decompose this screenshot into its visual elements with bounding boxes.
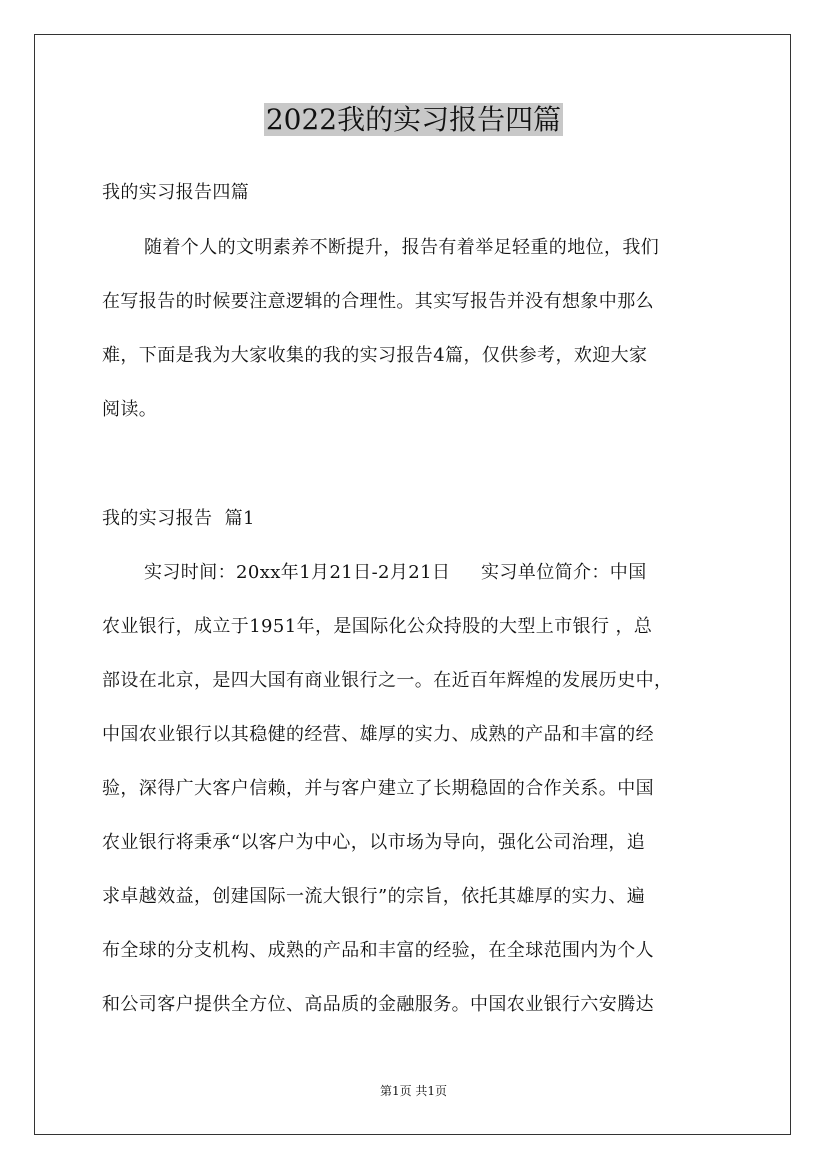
body-line: 实习时间：20xx年1月21日-2月21日 实习单位简介：中国	[144, 562, 647, 583]
body-line: 布全球的分支机构、成熟的产品和丰富的经验，在全球范围内为个人	[102, 940, 654, 961]
section-heading: 我的实习报告 篇1	[102, 508, 255, 529]
intro-line: 难，下面是我为大家收集的我的实习报告4篇，仅供参考，欢迎大家	[102, 345, 648, 366]
intro-line: 阅读。	[102, 399, 158, 420]
intro-line: 随着个人的文明素养不断提升，报告有着举足轻重的地位，我们	[144, 237, 660, 258]
body-line: 中国农业银行以其稳健的经营、雄厚的实力、成熟的产品和丰富的经	[102, 724, 654, 745]
body-line: 和公司客户提供全方位、高品质的金融服务。中国农业银行六安腾达	[102, 994, 654, 1015]
document-subtitle: 我的实习报告四篇	[102, 182, 250, 203]
intro-line: 在写报告的时候要注意逻辑的合理性。其实写报告并没有想象中那么	[102, 291, 654, 312]
body-line: 验，深得广大客户信赖，并与客户建立了长期稳固的合作关系。中国	[102, 778, 654, 799]
page-footer: 第1页 共1页	[379, 1084, 448, 1098]
body-line: 求卓越效益，创建国际一流大银行”的宗旨，依托其雄厚的实力、遍	[102, 886, 646, 907]
body-line: 部设在北京，是四大国有商业银行之一。在近百年辉煌的发展历史中，	[102, 670, 673, 691]
body-line: 农业银行将秉承“以客户为中心，以市场为导向，强化公司治理，追	[102, 832, 646, 853]
document-title	[0, 100, 827, 140]
body-line: 农业银行，成立于1951年，是国际化公众持股的大型上市银行 ，总	[102, 616, 653, 637]
document-title-text: 2022我的实习报告四篇	[265, 103, 562, 136]
